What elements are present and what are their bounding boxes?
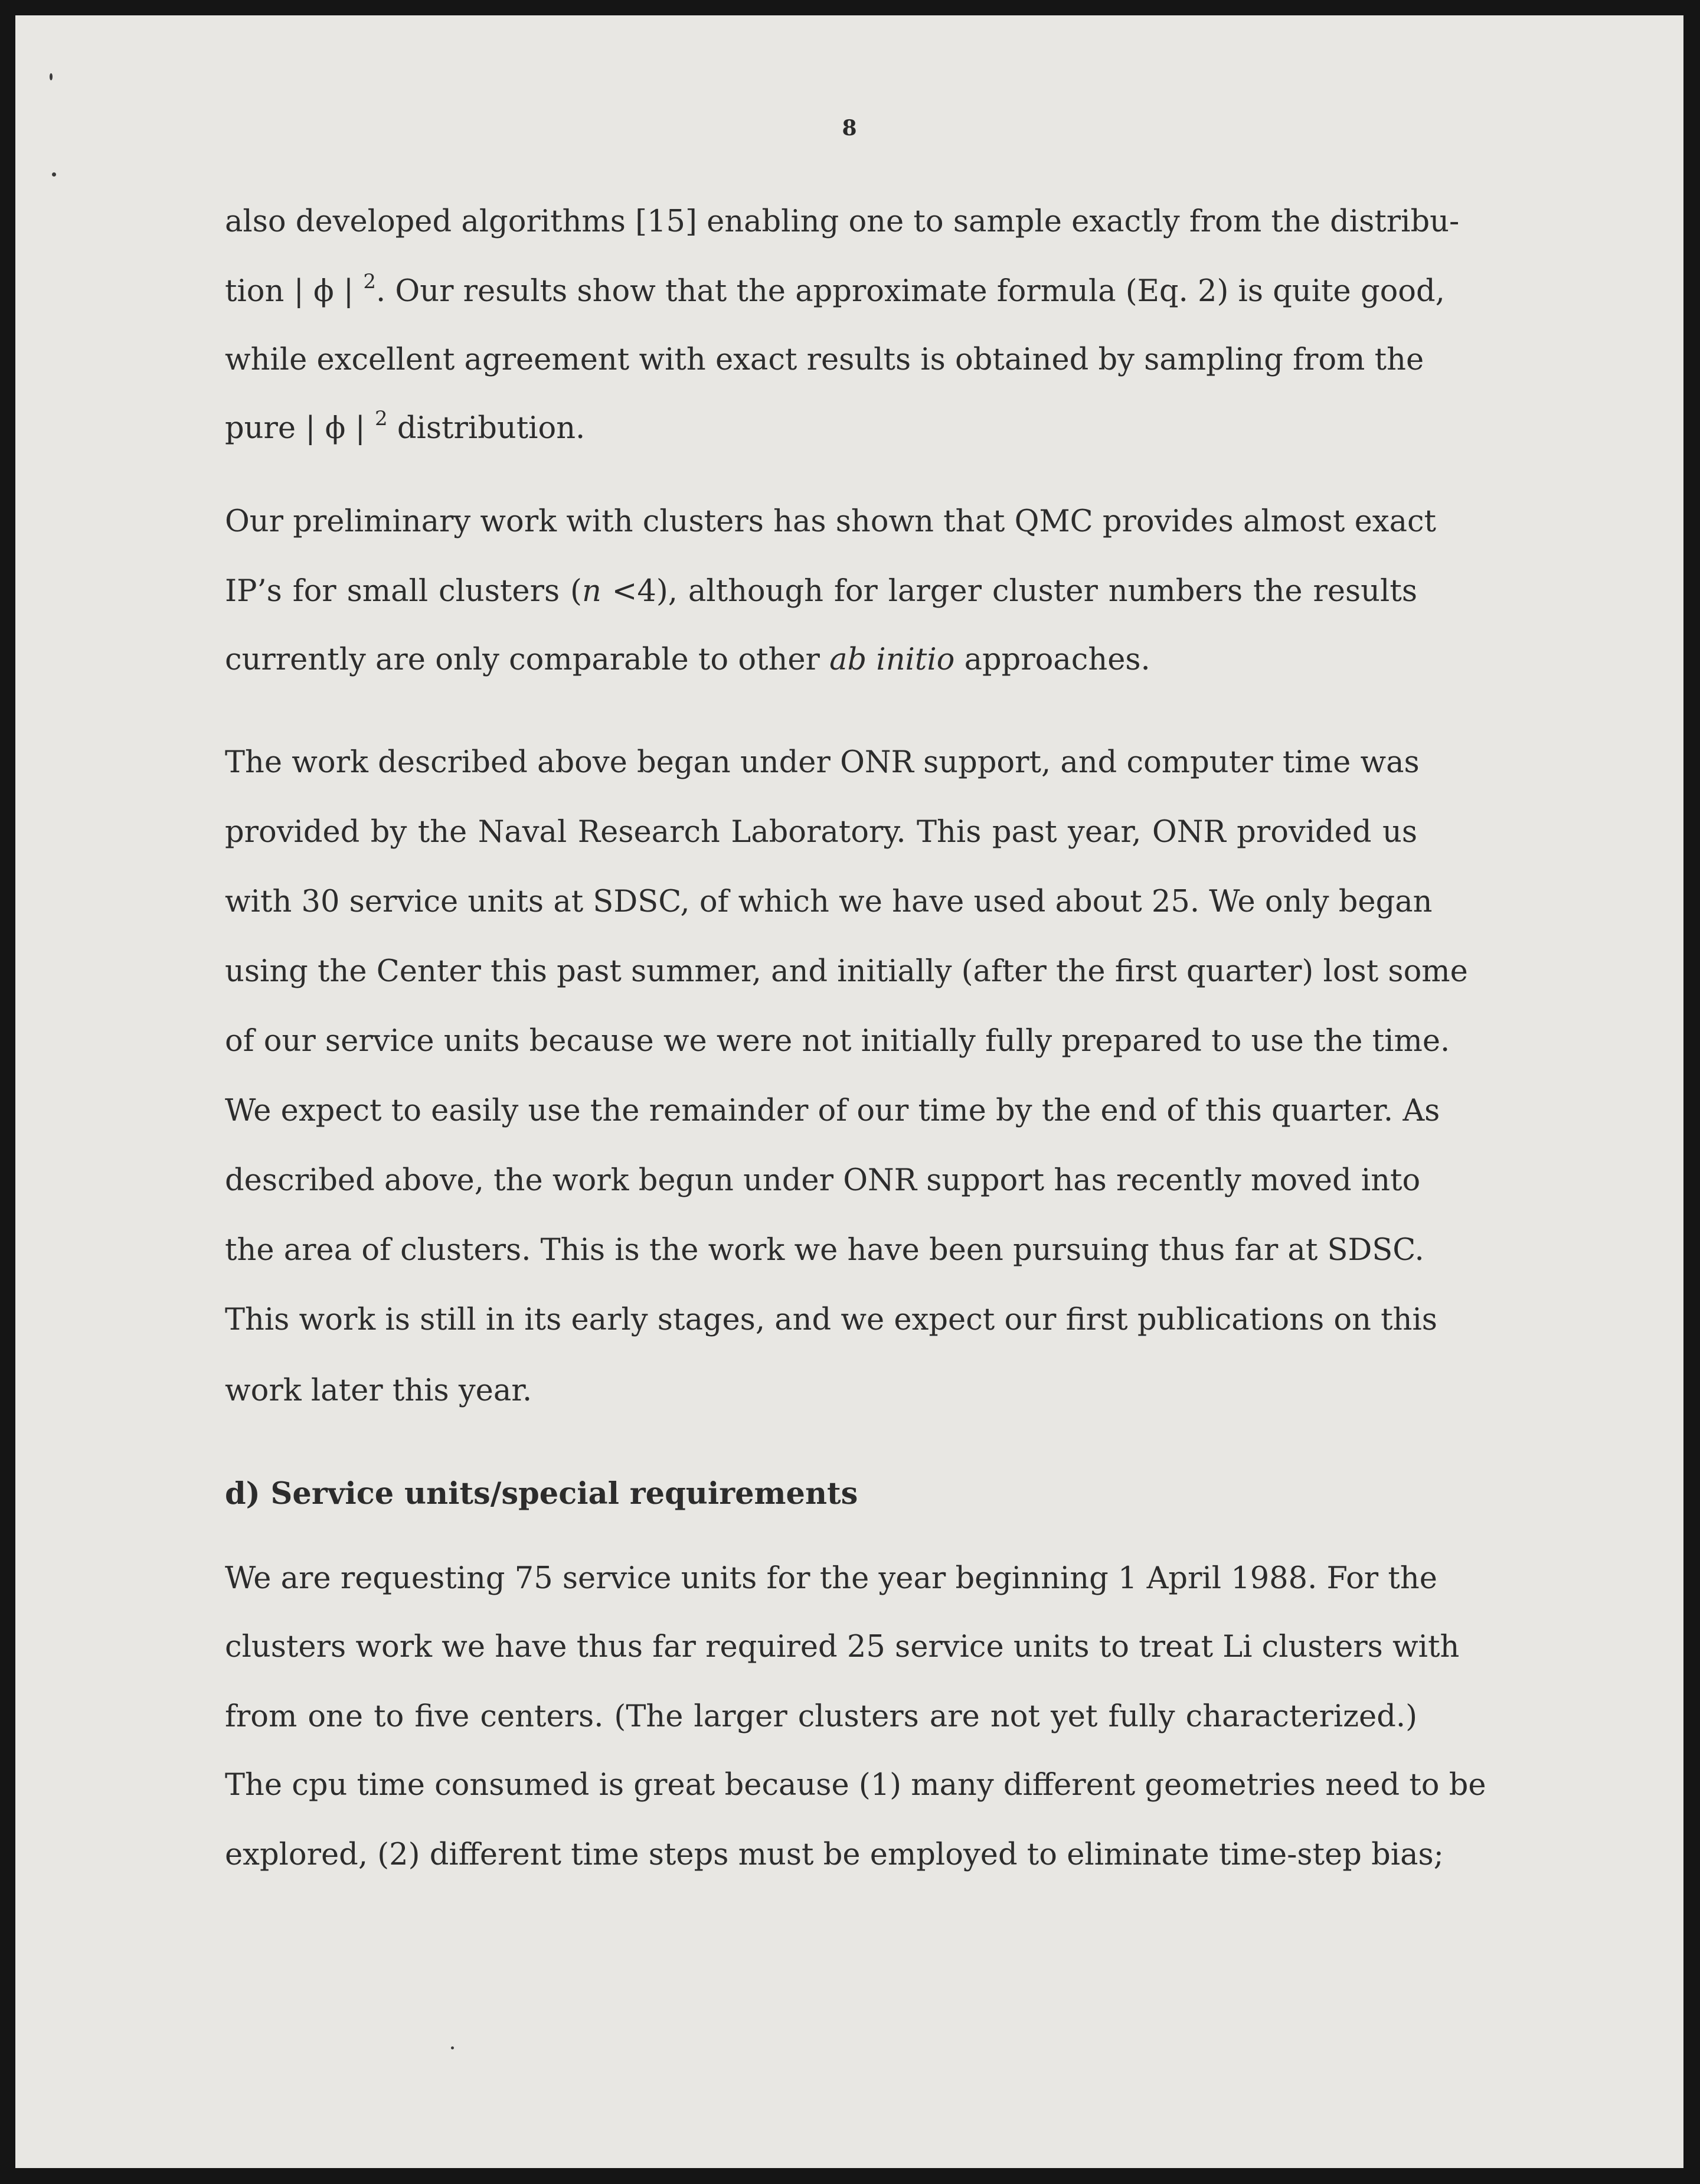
text-line: of our service units because we were not initially fully prepared to use the time. <box>225 1024 1450 1059</box>
text-line: tion | ϕ | $^2$. Our results show that the approximate formula (Eq. 2) is quite good, <box>225 270 1445 309</box>
text-line: explored, (2) different time steps must be employed to eliminate time-step bias; <box>225 1837 1444 1872</box>
text-line: while excellent agreement with exact results is obtained by sampling from the <box>225 342 1424 377</box>
text-line: currently are only comparable to other ab initio approaches. <box>225 642 1150 677</box>
text-line: with 30 service units at SDSC, of which we have used about 25. We only began <box>225 884 1433 919</box>
text-line: provided by the Naval Research Laboratory. This past year, ONR provided us <box>225 815 1417 850</box>
text-line: pure | ϕ | $^2$ distribution. <box>225 407 586 446</box>
text-line: IP’s for small clusters (n <4), although for larger cluster numbers the results <box>225 574 1417 609</box>
text-line: This work is still in its early stages, and we expect our first publications on this <box>225 1302 1437 1337</box>
margin-mark <box>451 2046 454 2049</box>
document-page <box>15 15 1683 2168</box>
text-line: from one to five centers. (The larger clusters are not yet fully characterized.) <box>225 1699 1417 1734</box>
text-line: We are requesting 75 service units for the year beginning 1 April 1988. For the <box>225 1561 1437 1596</box>
section-heading: d) Service units/special requirements <box>225 1476 858 1512</box>
margin-mark <box>52 172 56 177</box>
text-line: Our preliminary work with clusters has shown that QMC provides almost exact <box>225 504 1437 539</box>
text-line: We expect to easily use the remainder of our time by the end of this quarter. As <box>225 1093 1440 1128</box>
text-line: The work described above began under ONR support, and computer time was <box>225 745 1420 780</box>
text-line: using the Center this past summer, and initially (after the first quarter) lost some <box>225 954 1468 989</box>
text-line: clusters work we have thus far required 25 service units to treat Li clusters with <box>225 1630 1460 1664</box>
text-line: the area of clusters. This is the work we have been pursuing thus far at SDSC. <box>225 1233 1424 1268</box>
text-line: described above, the work begun under ONR support has recently moved into <box>225 1163 1421 1198</box>
text-line: work later this year. <box>225 1373 532 1408</box>
page-number: 8 <box>842 116 857 141</box>
text-line: also developed algorithms [15] enabling one to sample exactly from the distribu- <box>225 204 1460 239</box>
margin-mark <box>50 73 53 80</box>
text-line: The cpu time consumed is great because (1) many different geometries need to be <box>225 1768 1486 1803</box>
